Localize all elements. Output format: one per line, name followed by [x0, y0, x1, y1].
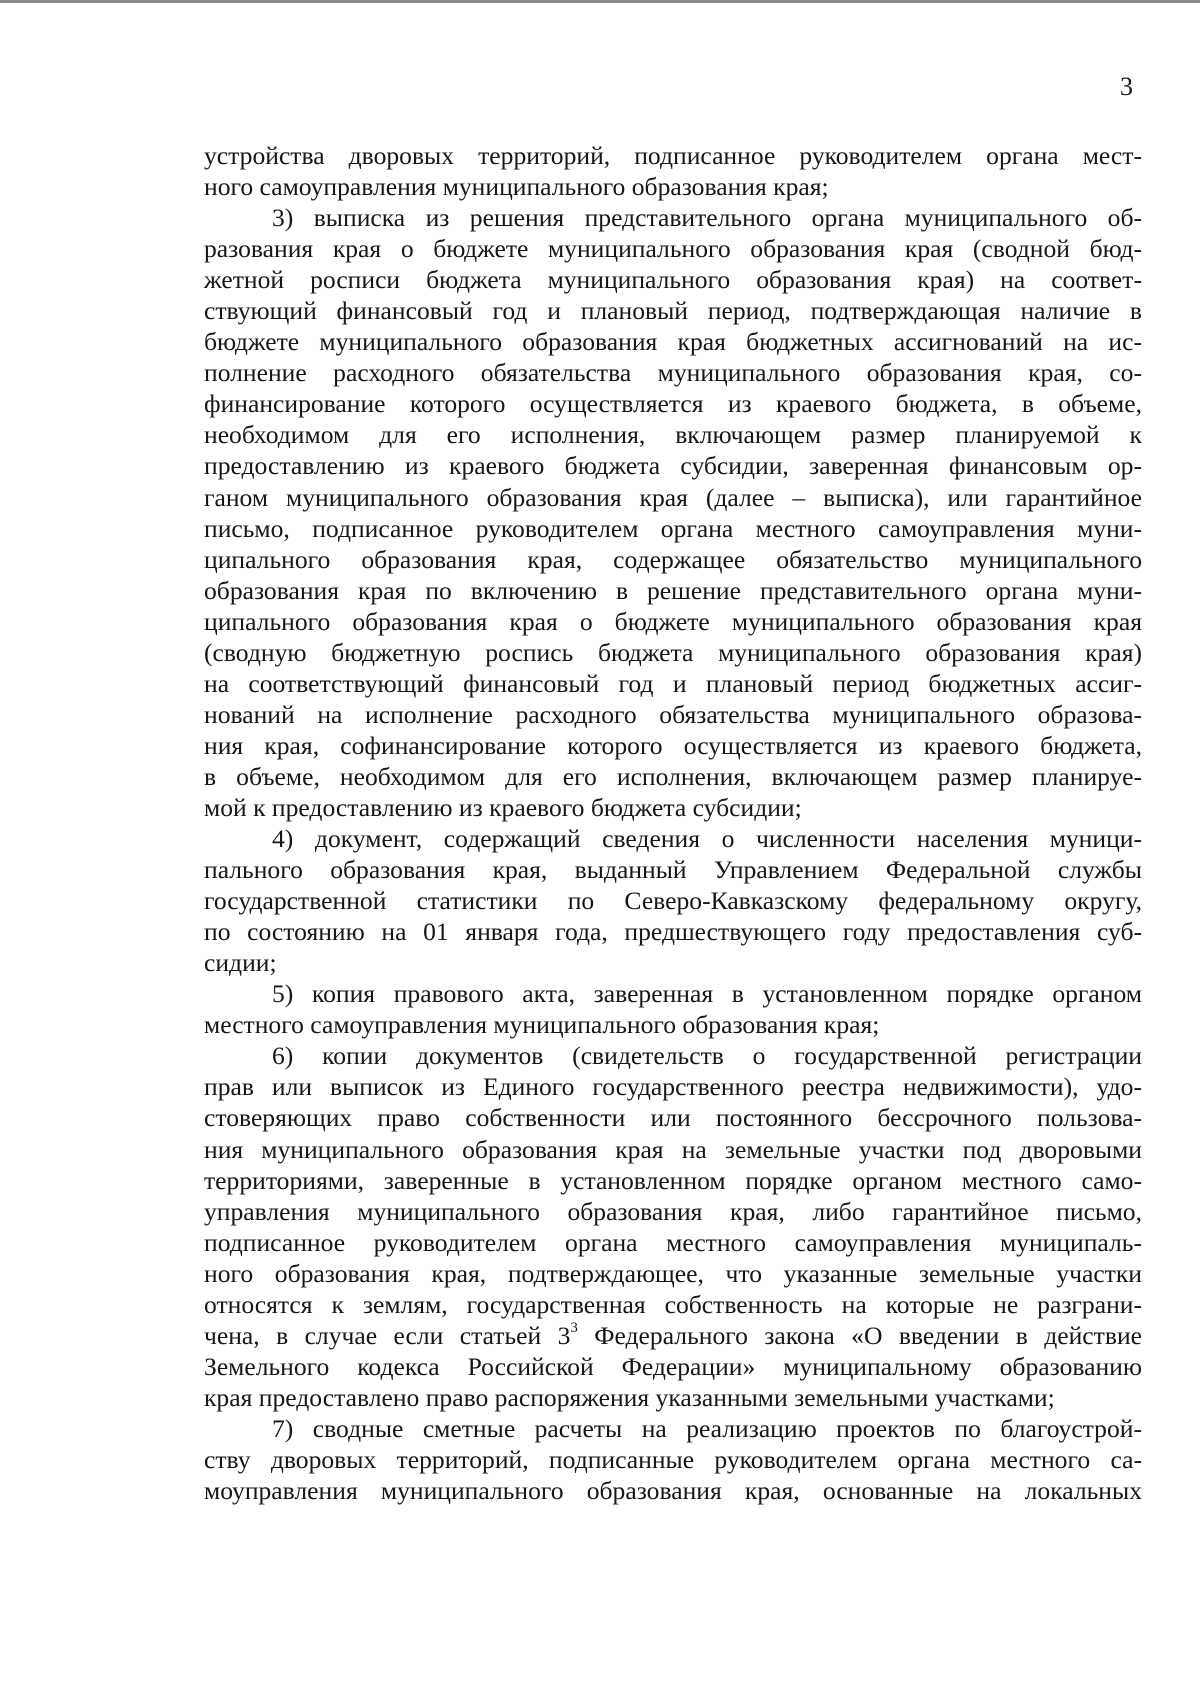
- superscript: 3: [570, 1320, 578, 1337]
- text-fragment: чена, в случае если статьей 3: [204, 1320, 571, 1350]
- text-line: письмо, подписанное руководителем органа местного самоуправления муни-: [204, 513, 1142, 543]
- text-line: бюджете муниципального образования края бюджетных ассигнований на ис-: [204, 327, 1142, 357]
- text-line: образования края по включению в решение представительного органа муни-: [204, 575, 1142, 605]
- paragraph-item-5: [204, 978, 1142, 1040]
- text-line: мой к предоставлению из краевого бюджета субсидии;: [204, 792, 802, 822]
- text-line: прав или выписок из Единого государственного реестра недвижимости), удо-: [204, 1072, 1142, 1102]
- text-line: государственной статистики по Северо-Кавказскому федеральному округу,: [204, 886, 1142, 916]
- text-line: ния муниципального образования края на земельные участки под дворовыми: [204, 1134, 1142, 1164]
- text-line: сидии;: [204, 948, 277, 978]
- text-line: ного самоуправления муниципального образования края;: [204, 172, 829, 202]
- text-line: ного образования края, подтверждающее, что указанные земельные участки: [204, 1258, 1142, 1288]
- text-line: 5) копия правового акта, заверенная в установленном порядке органом: [272, 979, 1142, 1009]
- text-line: моуправления муниципального образования края, основанные на локальных: [204, 1476, 1142, 1506]
- text-line: стоверяющих право собственности или постоянного бессрочного пользова-: [204, 1103, 1142, 1133]
- text-line: финансирование которого осуществляется из краевого бюджета, в объеме,: [204, 389, 1142, 419]
- text-line: ципального образования края о бюджете муниципального образования края: [204, 606, 1142, 636]
- text-line: местного самоуправления муниципального образования края;: [204, 1010, 880, 1040]
- paragraph-item-7: [204, 1413, 1142, 1506]
- text-line: ганом муниципального образования края (далее – выписка), или гарантийное: [204, 482, 1142, 512]
- text-line: Земельного кодекса Российской Федерации» муниципальному образованию: [204, 1351, 1142, 1381]
- text-line: ния края, софинансирование которого осуществляется из краевого бюджета,: [204, 730, 1142, 760]
- document-body: [204, 140, 1142, 1506]
- text-line: полнение расходного обязательства муниципального образования края, со-: [204, 358, 1142, 388]
- text-line: подписанное руководителем органа местного самоуправления муниципаль-: [204, 1227, 1142, 1257]
- text-line: жетной росписи бюджета муниципального образования края) на соответ-: [204, 265, 1142, 295]
- text-line: 4) документ, содержащий сведения о численности населения муници-: [272, 824, 1142, 854]
- text-line: территориями, заверенные в установленном порядке органом местного само-: [204, 1165, 1142, 1195]
- text-line: 3) выписка из решения представительного органа муниципального об-: [272, 203, 1142, 233]
- text-line: необходимом для его исполнения, включающем размер планируемой к: [204, 420, 1142, 450]
- text-line: ствующий финансовый год и плановый период, подтверждающая наличие в: [204, 296, 1142, 326]
- text-line: по состоянию на 01 января года, предшествующего году предоставления суб-: [204, 917, 1142, 947]
- text-line: ству дворовых территорий, подписанные руководителем органа местного са-: [204, 1444, 1142, 1474]
- scan-top-edge: [0, 0, 1200, 3]
- text-line-with-superscript: [204, 1320, 1142, 1351]
- text-line: нований на исполнение расходного обязательства муниципального образова-: [204, 699, 1142, 729]
- text-line: края предоставлено право распоряжения указанными земельными участками;: [204, 1382, 1055, 1412]
- text-line: относятся к землям, государственная собственность на которые не разграни-: [204, 1289, 1142, 1319]
- paragraph-continuation: [204, 140, 1142, 202]
- page-number: 3: [1120, 72, 1133, 101]
- text-line: разования края о бюджете муниципального образования края (сводной бюд-: [204, 234, 1142, 264]
- text-line: на соответствующий финансовый год и плановый период бюджетных ассиг-: [204, 668, 1142, 698]
- text-line: управления муниципального образования края, либо гарантийное письмо,: [204, 1196, 1142, 1226]
- paragraph-item-6: [204, 1040, 1142, 1413]
- text-line: (сводную бюджетную роспись бюджета муниципального образования края): [204, 637, 1142, 667]
- text-line: предоставлению из краевого бюджета субсидии, заверенная финансовым ор-: [204, 451, 1142, 481]
- text-line: 6) копии документов (свидетельств о государственной регистрации: [272, 1041, 1142, 1071]
- text-line: пального образования края, выданный Управлением Федеральной службы: [204, 855, 1142, 885]
- paragraph-item-4: [204, 823, 1142, 978]
- paragraph-item-3: [204, 202, 1142, 823]
- text-line: устройства дворовых территорий, подписанное руководителем органа мест-: [204, 141, 1142, 170]
- text-line: ципального образования края, содержащее обязательство муниципального: [204, 544, 1142, 574]
- text-line: в объеме, необходимом для его исполнения, включающем размер планируе-: [204, 761, 1142, 791]
- text-line: 7) сводные сметные расчеты на реализацию проектов по благоустрой-: [272, 1413, 1142, 1443]
- text-fragment: Федерального закона «О введении в действие: [577, 1320, 1142, 1350]
